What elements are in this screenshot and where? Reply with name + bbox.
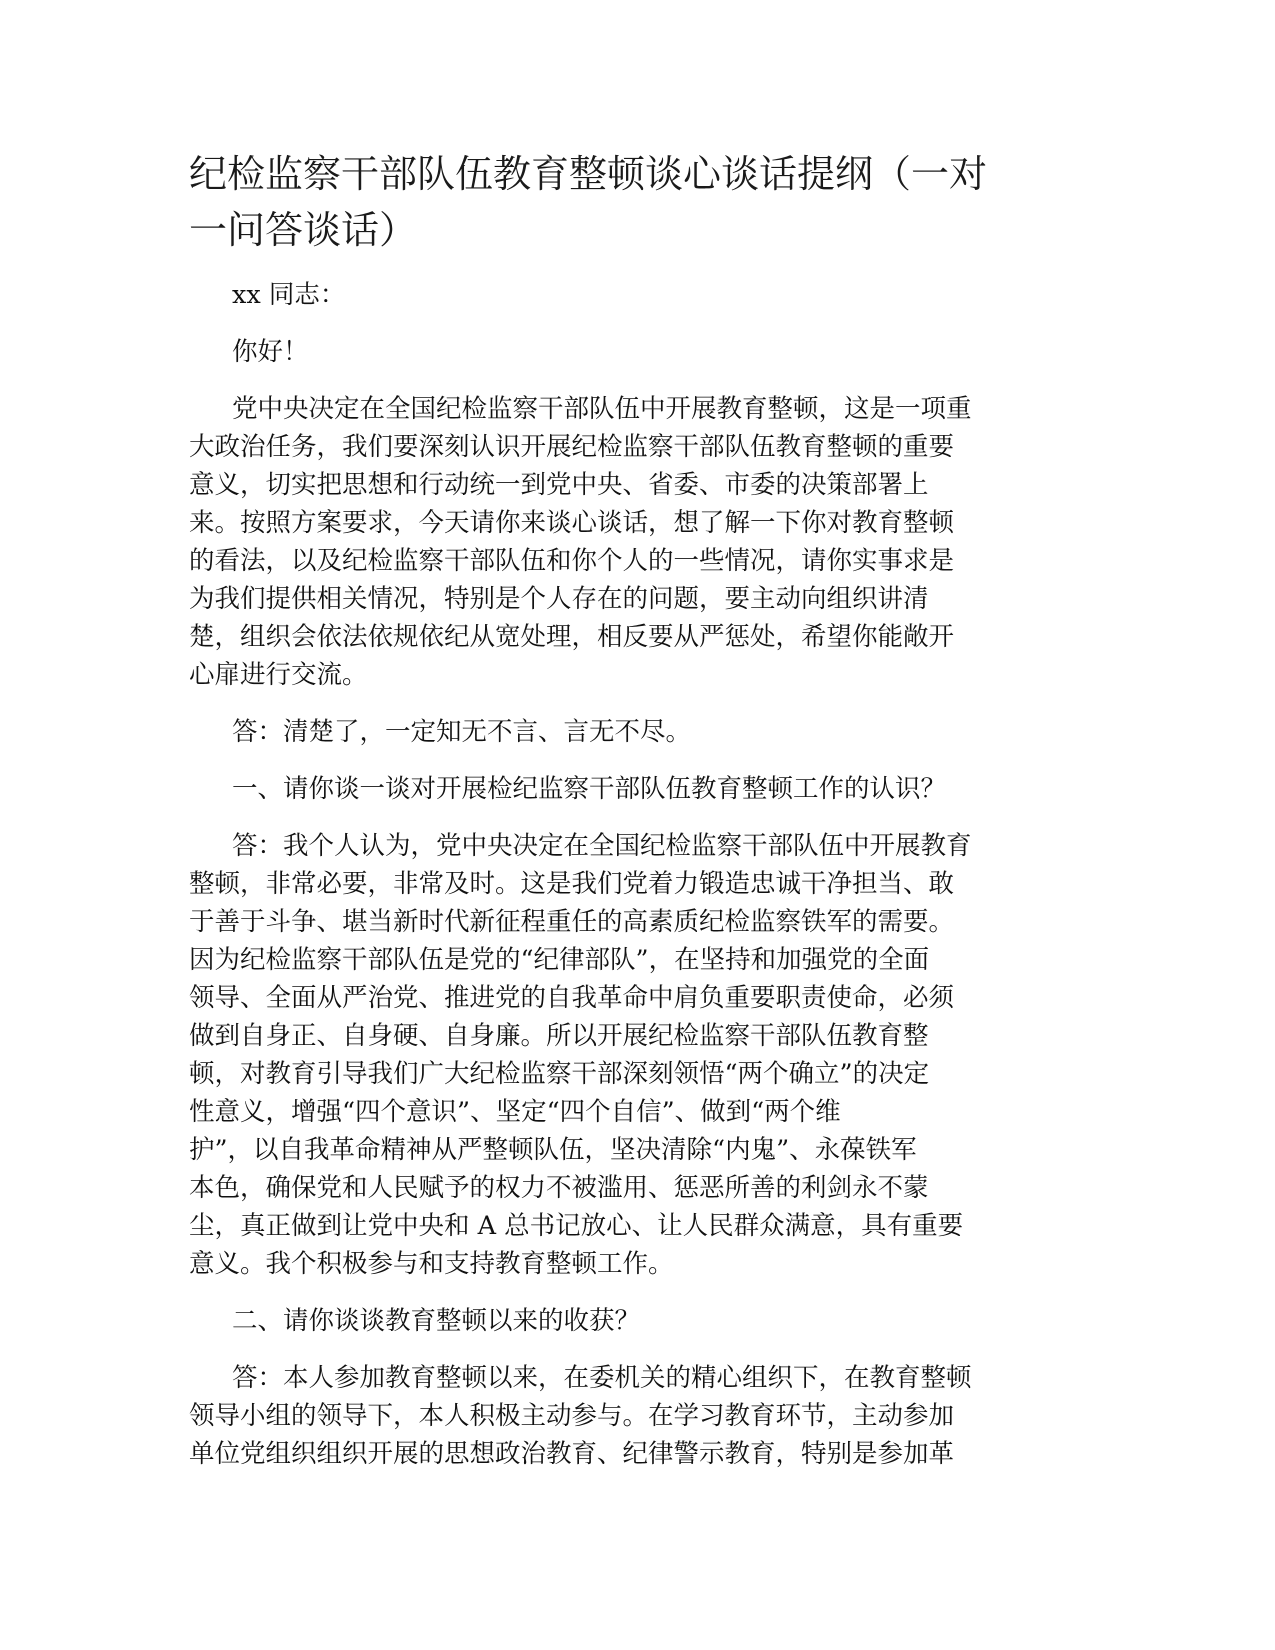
paragraph-line: 答：清楚了，一定知无不言、言无不尽。 (232, 717, 692, 747)
paragraph (189, 827, 1089, 1283)
paragraph-line: 领导、全面从严治党、推进党的自我革命中肩负重要职责使命，必须 (189, 983, 955, 1013)
document-title (189, 146, 1089, 258)
paragraph-line: 意义。我个积极参与和支持教育整顿工作。 (189, 1249, 674, 1279)
paragraph-line: 性意义，增强“四个意识”、坚定“四个自信”、做到“两个维 (189, 1097, 841, 1127)
paragraph-line: 顿，对教育引导我们广大纪检监察干部深刻领悟“两个确立”的决定 (189, 1059, 930, 1089)
paragraph-line: 本色，确保党和人民赋予的权力不被滥用、惩恶所善的利剑永不蒙 (189, 1173, 929, 1203)
paragraph-line: 一、请你谈一谈对开展检纪监察干部队伍教育整顿工作的认识？ (232, 774, 947, 804)
paragraph-line: 于善于斗争、堪当新时代新征程重任的高素质纪检监察铁军的需要。 (189, 907, 955, 937)
paragraph (189, 1302, 1089, 1340)
document-body (189, 276, 1089, 1492)
paragraph-line: 来。按照方案要求，今天请你来谈心谈话，想了解一下你对教育整顿 (189, 508, 955, 538)
title-line: 一问答谈话） (189, 208, 418, 252)
paragraph (189, 276, 1089, 314)
paragraph-line: 做到自身正、自身硬、自身廉。所以开展纪检监察干部队伍教育整 (189, 1021, 929, 1051)
paragraph-line: 大政治任务，我们要深刻认识开展纪检监察干部队伍教育整顿的重要 (189, 432, 955, 462)
paragraph-line: 的看法，以及纪检监察干部队伍和你个人的一些情况，请你实事求是 (189, 546, 955, 576)
paragraph-line: 整顿，非常必要，非常及时。这是我们党着力锻造忠诚干净担当、敢 (189, 869, 955, 899)
paragraph-line: 你好！ (232, 337, 309, 367)
paragraph-line: 尘，真正做到让党中央和 A 总书记放心、让人民群众满意，具有重要 (189, 1211, 964, 1241)
paragraph-line: 楚，组织会依法依规依纪从宽处理，相反要从严惩处，希望你能敞开 (189, 622, 955, 652)
paragraph-line: 答：本人参加教育整顿以来，在委机关的精心组织下，在教育整顿 (232, 1363, 972, 1393)
paragraph (189, 1359, 1089, 1473)
paragraph-line: 领导小组的领导下，本人积极主动参与。在学习教育环节，主动参加 (189, 1401, 955, 1431)
paragraph (189, 770, 1089, 808)
paragraph (189, 713, 1089, 751)
title-line: 纪检监察干部队伍教育整顿谈心谈话提纲（一对 (189, 152, 988, 196)
paragraph-line: 意义，切实把思想和行动统一到党中央、省委、市委的决策部署上 (189, 470, 929, 500)
paragraph-line: 护”，以自我革命精神从严整顿队伍，坚决清除“内鬼”、永葆铁军 (189, 1135, 917, 1165)
paragraph-line: xx 同志： (232, 280, 346, 310)
paragraph-line: 因为纪检监察干部队伍是党的“纪律部队”，在坚持和加强党的全面 (189, 945, 930, 975)
paragraph-line: 二、请你谈谈教育整顿以来的收获？ (232, 1306, 641, 1336)
paragraph-line: 答：我个人认为，党中央决定在全国纪检监察干部队伍中开展教育 (232, 831, 972, 861)
paragraph (189, 333, 1089, 371)
paragraph-line: 单位党组织组织开展的思想政治教育、纪律警示教育，特别是参加革 (189, 1439, 955, 1469)
paragraph-line: 心扉进行交流。 (189, 660, 368, 690)
paragraph-line: 为我们提供相关情况，特别是个人存在的问题，要主动向组织讲清 (189, 584, 929, 614)
paragraph-line: 党中央决定在全国纪检监察干部队伍中开展教育整顿，这是一项重 (232, 394, 972, 424)
paragraph (189, 390, 1089, 694)
